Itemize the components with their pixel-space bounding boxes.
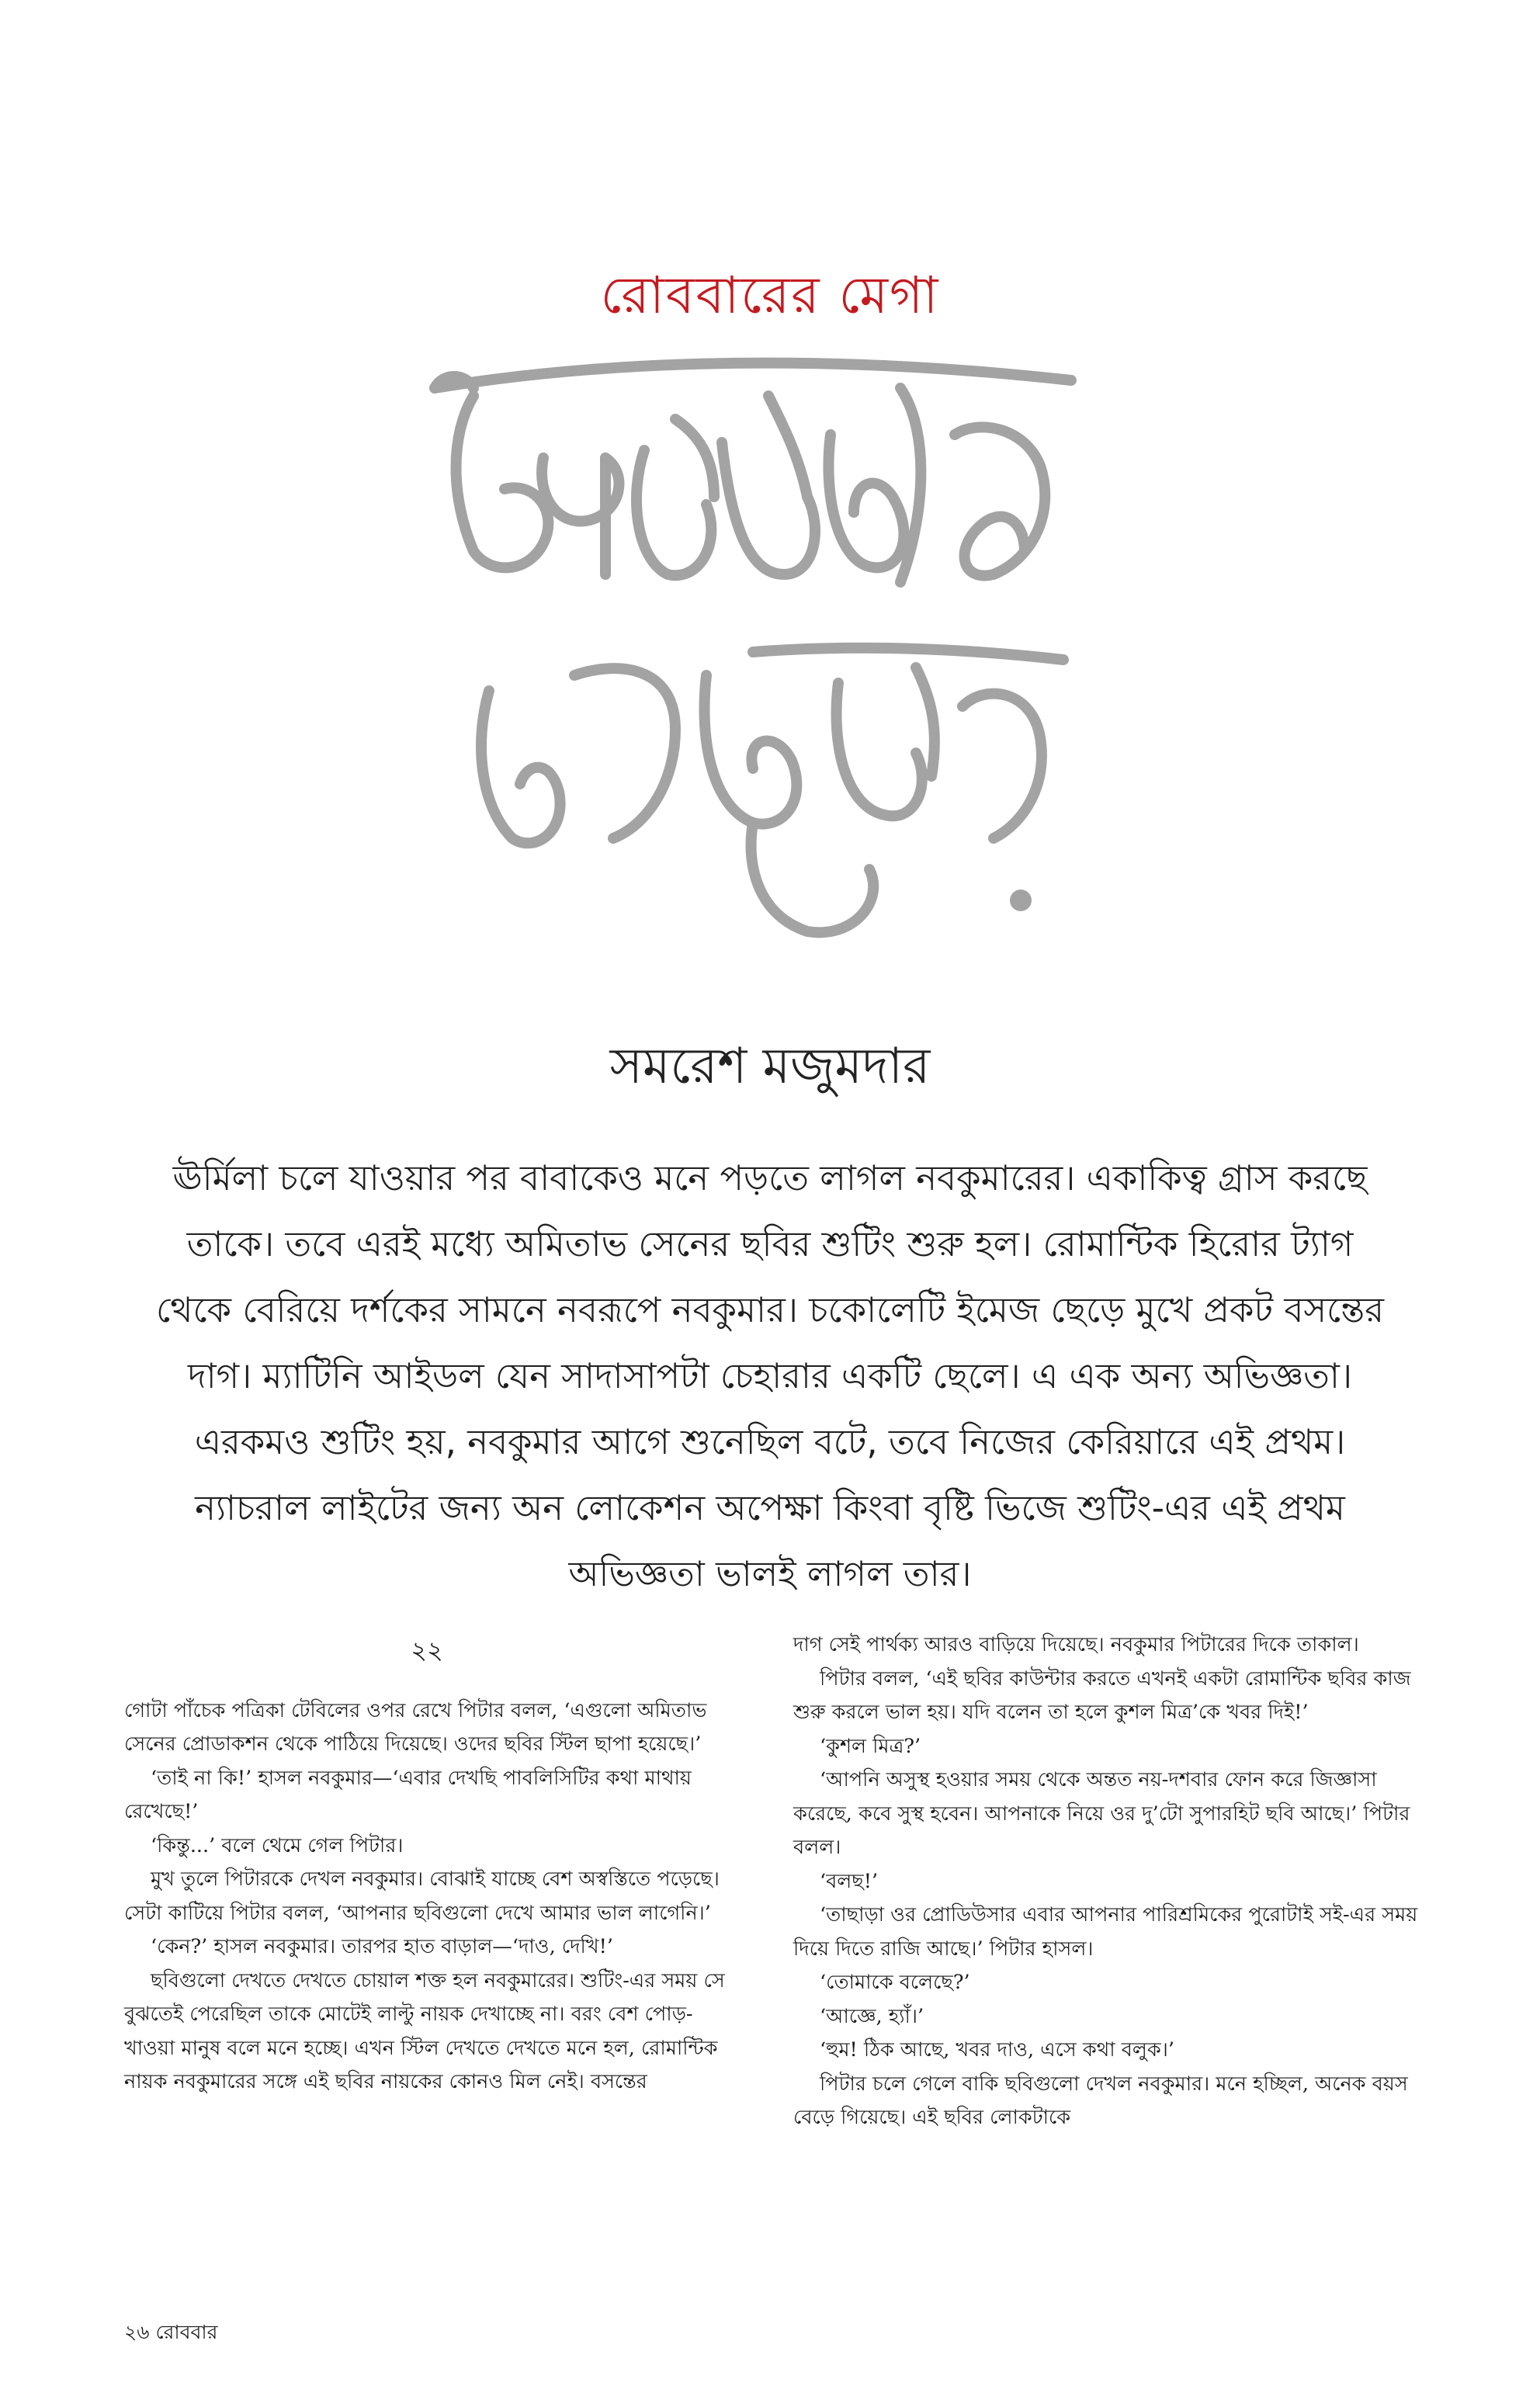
paragraph: ‘বলছ!’ <box>820 1869 879 1893</box>
paragraph: ‘হুম! ঠিক আছে, খবর দাও, এসে কথা বলুক।’ <box>820 2038 1174 2062</box>
paragraph: ‘আজ্ঞে, হ্যাঁ।’ <box>820 2004 924 2028</box>
paragraph: ‘আপনি অসুস্থ হওয়ার সময় থেকে অন্তত নয়-দশবার ফোন করে জিজ্ঞাসা করেছে, কবে সুস্থ হবেন। আপনাকে নিয়ে ওর দু’টো সুপারহিট ছবি আছে।’ পিটার বলল। <box>793 1768 1410 1859</box>
paragraph: পিটার বলল, ‘এই ছবির কাউন্টার করতে এখনই একটা রোমান্টিক ছবির কাজ শুরু করলে ভাল হয়। যদি বলেন তা হলে কুশল মিত্র’কে খবর দিই!’ <box>793 1666 1411 1724</box>
paragraph: ছবিগুলো দেখতে দেখতে চোয়াল শক্ত হল নবকুমারের। শুটিং-এর সময় সে বুঝতেই পেরেছিল তাকে মোটেই লাল্টু নায়ক দেখাচ্ছে না। বরং বেশ পোড়-খাওয়া মানুষ বলে মনে হচ্ছে। এখন স্টিল দেখতে দেখতে মনে হল, রোমান্টিক নায়ক নবকুমারের সঙ্গে এই ছবির নায়কের কোনও মিল নেই। বসন্তের <box>124 1968 725 2093</box>
paragraph: ‘কেন?’ হাসল নবকুমার। তারপর হাত বাড়াল—‘দাও, দেখি!’ <box>151 1935 613 1958</box>
paragraph: ‘কিন্তু...’ বলে থেমে গেল পিটার। <box>151 1833 404 1857</box>
paragraph: ‘তাছাড়া ওর প্রোডিউসার এবার আপনার পারিশ্রমিকের পুরোটাই সই-এর সময় দিয়ে দিতে রাজি আছে।’ পিটার হাসল। <box>793 1903 1418 1961</box>
left-column <box>124 1626 730 2100</box>
paragraph: ‘তোমাকে বলেছে?’ <box>820 1971 970 1994</box>
paragraph: ‘তাই না কি!’ হাসল নবকুমার—‘এবার দেখছি পাবলিসিটির কথা মাথায় রেখেছে!’ <box>124 1766 692 1823</box>
paragraph: পিটার চলে গেলে বাকি ছবিগুলো দেখল নবকুমার। মনে হচ্ছিল, অনেক বয়স বেড়ে গিয়েছে। এই ছবির লোকটাকে <box>793 2072 1408 2129</box>
intro-paragraph: ঊর্মিলা চলে যাওয়ার পর বাবাকেও মনে পড়তে লাগল নবকুমারের। একাকিত্ব গ্রাস করছে তাকে। তবে এরই মধ্যে অমিতাভ সেনের ছবির শুটিং শুরু হল। রোমান্টিক হিরোর ট্যাগ থেকে বেরিয়ে দর্শকের সামনে নবরূপে নবকুমার। চকোলেটি ইমেজ ছেড়ে মুখে প্রকট বসন্তের দাগ। ম্যাটিনি আইডল যেন সাদাসাপটা চেহারার একটি ছেলে। এ এক অন্য অভিজ্ঞতা। এরকমও শুটিং হয়, নবকুমার আগে শুনেছিল বটে, তবে নিজের কেরিয়ারে এই প্রথম। ন্যাচরাল লাইটের জন্য অন লোকেশন অপেক্ষা কিংবা বৃষ্টি ভিজে শুটিং-এর এই প্রথম অভিজ্ঞতা ভালই লাগল তার। <box>156 1157 1384 1594</box>
paragraph: দাগ সেই পার্থক্য আরও বাড়িয়ে দিয়েছে। নবকুমার পিটারের দিকে তাকাল। <box>793 1633 1359 1656</box>
right-column <box>793 1628 1430 2135</box>
paragraph: ‘কুশল মিত্র?’ <box>820 1734 921 1758</box>
title-logo <box>419 342 1102 978</box>
author-name: সমরেশ মজুমদার <box>609 1038 931 1095</box>
title-logo-lettering <box>419 342 1102 978</box>
page-footer: ২৬ রোববার <box>124 2321 218 2343</box>
paragraph: মুখ তুলে পিটারকে দেখল নবকুমার। বোঝাই যাচ্ছে বেশ অস্বস্তিতে পড়েছে। সেটা কাটিয়ে পিটার বলল, ‘আপনার ছবিগুলো দেখে আমার ভাল লাগেনি।’ <box>124 1868 720 1925</box>
chapter-number: ২২ <box>411 1635 443 1665</box>
kicker: রোববারের মেগা <box>600 265 940 325</box>
paragraph: গোটা পাঁচেক পত্রিকা টেবিলের ওপর রেখে পিটার বলল, ‘এগুলো অমিতাভ সেনের প্রোডাকশন থেকে পাঠিয়ে দিয়েছে। ওদের ছবির স্টিল ছাপা হয়েছে।’ <box>124 1698 707 1756</box>
